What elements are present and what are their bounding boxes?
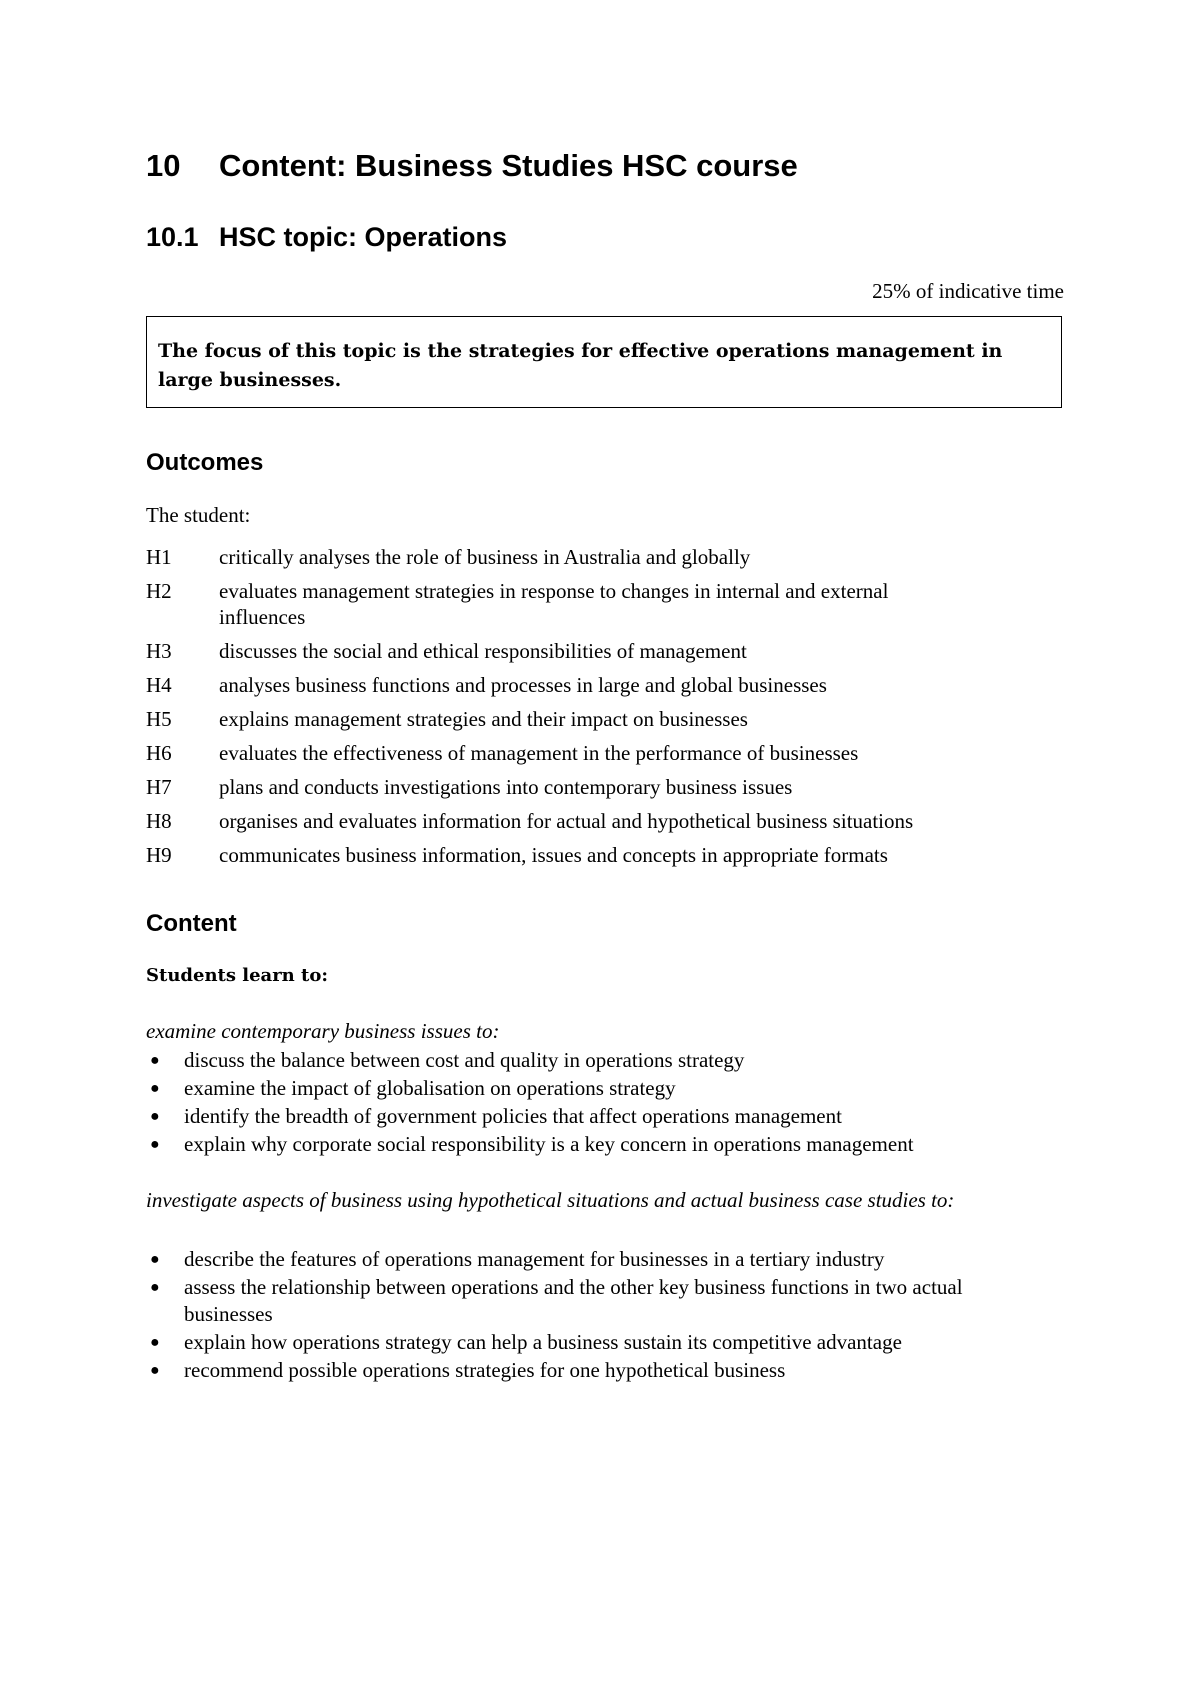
- outcome-item: [146, 774, 1064, 800]
- outcome-code: H9: [146, 843, 172, 867]
- bullet-icon: ●: [150, 1108, 160, 1125]
- focus-text: The focus of this topic is the strategies for effective operations management in large businesses.: [158, 340, 1003, 391]
- outcome-item: [146, 544, 1064, 570]
- main-heading-title: Content: Business Studies HSC course: [219, 148, 798, 183]
- content-heading: Content: [146, 910, 237, 937]
- focus-box: [146, 316, 1062, 408]
- outcome-code: H3: [146, 639, 172, 663]
- outcome-text: evaluates the effectiveness of management in the performance of businesses: [219, 741, 859, 765]
- topic-heading-title: HSC topic: Operations: [219, 222, 508, 252]
- bullet-icon: ●: [150, 1279, 160, 1296]
- bullet-list: [146, 1047, 1064, 1159]
- list-item: [146, 1357, 1064, 1384]
- topic-heading: [146, 221, 507, 253]
- group-lead: investigate aspects of business using hypothetical situations and actual business case studies to:: [146, 1188, 955, 1212]
- main-heading: [146, 148, 798, 184]
- bullet-icon: ●: [150, 1251, 160, 1268]
- list-item-text: recommend possible operations strategies for one hypothetical business: [184, 1358, 786, 1382]
- list-item: [146, 1131, 1064, 1158]
- bullet-icon: ●: [150, 1052, 160, 1069]
- outcomes-list: [146, 544, 1064, 876]
- outcome-text: analyses business functions and processes in large and global businesses: [219, 673, 827, 697]
- indicative-time: 25% of indicative time: [872, 279, 1064, 303]
- topic-heading-number: 10.1: [146, 222, 199, 252]
- outcome-code: H6: [146, 741, 172, 765]
- outcome-item: [146, 578, 1064, 630]
- list-item: [146, 1047, 1064, 1074]
- list-item-text: explain how operations strategy can help a business sustain its competitive advantage: [184, 1330, 902, 1354]
- outcome-text: critically analyses the role of business in Australia and globally: [219, 545, 751, 569]
- bullet-list: [146, 1246, 1064, 1385]
- outcome-text: plans and conducts investigations into contemporary business issues: [219, 775, 793, 799]
- bullet-icon: ●: [150, 1136, 160, 1153]
- outcome-item: [146, 808, 1064, 834]
- outcome-code: H5: [146, 707, 172, 731]
- outcome-code: H7: [146, 775, 172, 799]
- list-item: [146, 1103, 1064, 1130]
- main-heading-number: 10: [146, 148, 181, 183]
- list-item-text: assess the relationship between operations and the other key business functions in two actual businesses: [184, 1275, 963, 1326]
- outcome-text: explains management strategies and their impact on businesses: [219, 707, 748, 731]
- outcome-code: H1: [146, 545, 172, 569]
- outcome-text: discusses the social and ethical responsibilities of management: [219, 639, 747, 663]
- outcome-text: communicates business information, issues and concepts in appropriate formats: [219, 843, 888, 867]
- list-item: [146, 1329, 1064, 1356]
- list-item-text: examine the impact of globalisation on operations strategy: [184, 1076, 676, 1100]
- group-lead: examine contemporary business issues to:: [146, 1019, 500, 1043]
- outcomes-heading: Outcomes: [146, 449, 264, 476]
- list-item-text: describe the features of operations management for businesses in a tertiary industry: [184, 1247, 885, 1271]
- outcome-code: H8: [146, 809, 172, 833]
- outcome-text: organises and evaluates information for actual and hypothetical business situations: [219, 809, 914, 833]
- students-learn-heading: Students learn to:: [146, 965, 328, 986]
- list-item: [146, 1246, 1064, 1273]
- list-item: [146, 1075, 1064, 1102]
- outcome-code: H4: [146, 673, 172, 697]
- outcome-text: evaluates management strategies in response to changes in internal and external influences: [219, 579, 889, 629]
- list-item: [146, 1274, 1064, 1328]
- outcome-item: [146, 740, 1064, 766]
- list-item-text: explain why corporate social responsibility is a key concern in operations management: [184, 1132, 914, 1156]
- bullet-icon: ●: [150, 1080, 160, 1097]
- bullet-icon: ●: [150, 1362, 160, 1379]
- outcome-item: [146, 842, 1064, 868]
- outcome-item: [146, 672, 1064, 698]
- list-item-text: discuss the balance between cost and quality in operations strategy: [184, 1048, 745, 1072]
- outcome-item: [146, 706, 1064, 732]
- outcomes-intro: The student:: [146, 503, 251, 527]
- list-item-text: identify the breadth of government policies that affect operations management: [184, 1104, 842, 1128]
- bullet-icon: ●: [150, 1334, 160, 1351]
- outcome-item: [146, 638, 1064, 664]
- outcome-code: H2: [146, 579, 172, 603]
